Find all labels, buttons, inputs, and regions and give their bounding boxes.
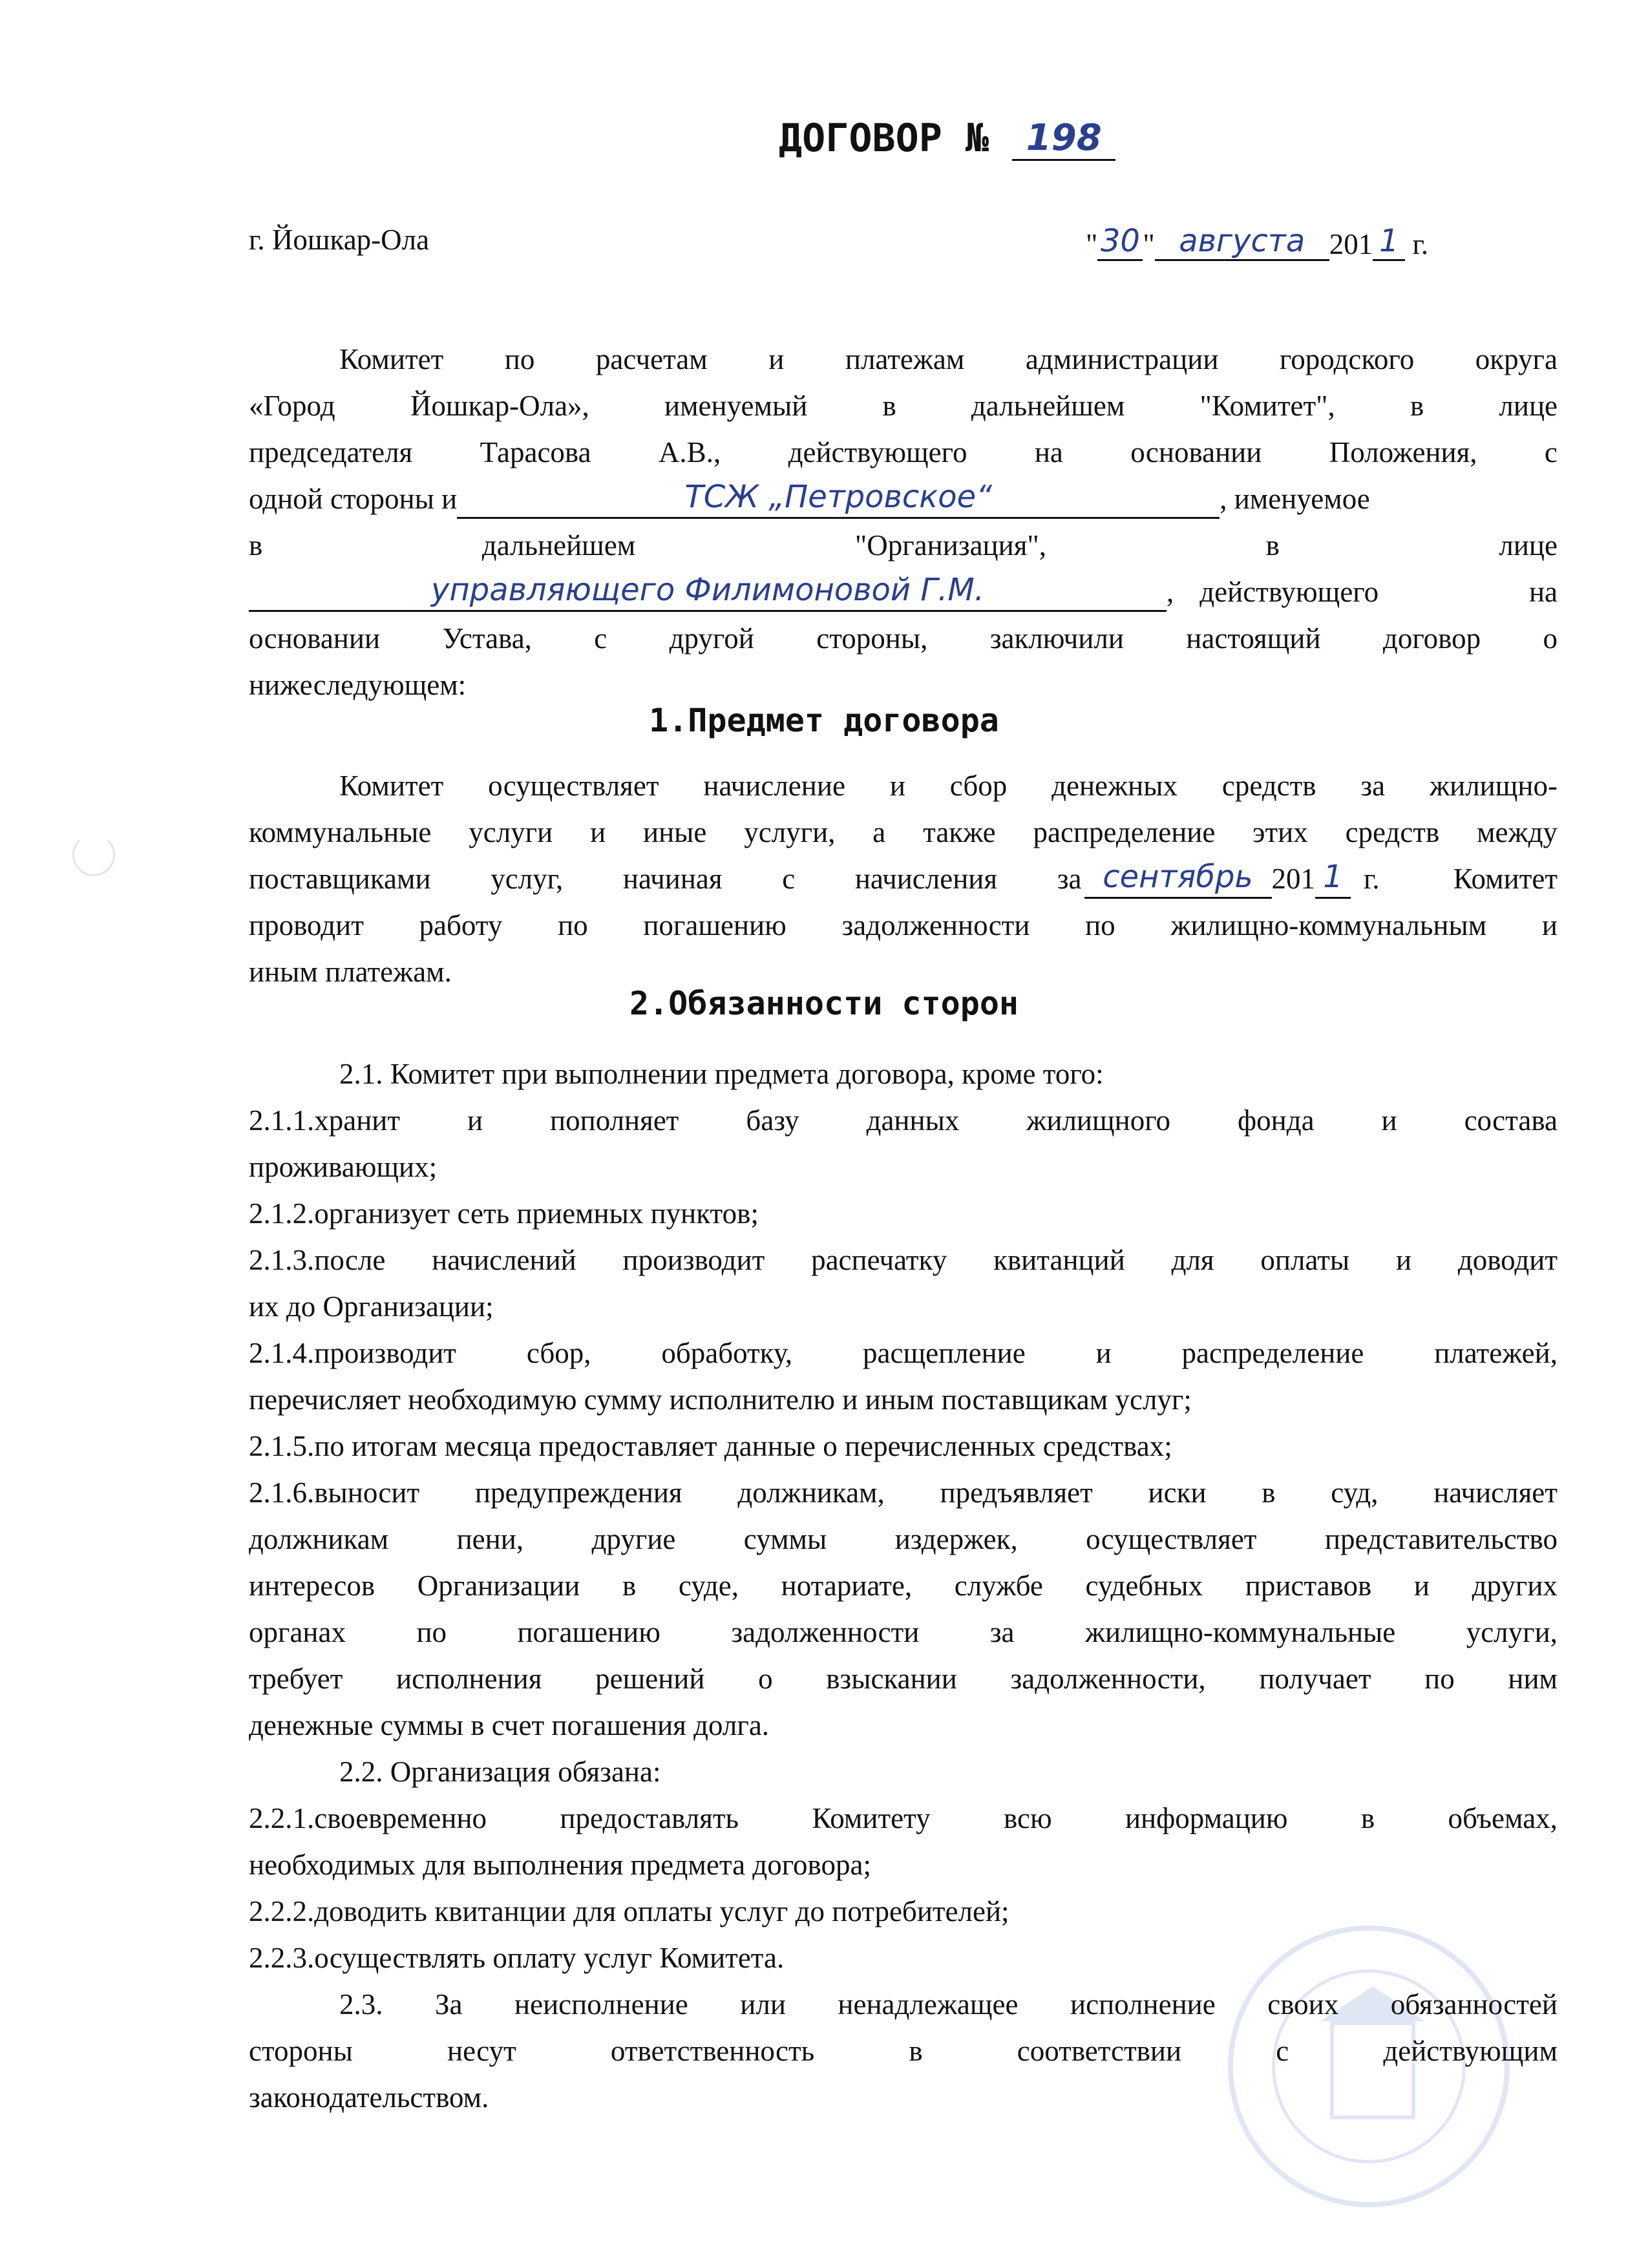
word: дальнейшем	[481, 529, 636, 562]
word: «Город	[249, 390, 335, 422]
clause-2-1-3-line-1	[249, 1240, 1558, 1280]
word: состава	[1464, 1104, 1558, 1137]
word: платежей,	[1434, 1337, 1558, 1369]
clause-2-1-6-line-6: денежные суммы в счет погашения долга.	[249, 1709, 770, 1741]
clause-2-1-4-line-1	[249, 1333, 1558, 1373]
word: пени,	[456, 1523, 524, 1555]
word: суммы	[743, 1523, 827, 1555]
word: Йошкар-Ола»,	[410, 390, 589, 422]
word: администрации	[1025, 343, 1219, 375]
word: услуги,	[1466, 1616, 1558, 1648]
word: Устава,	[442, 622, 532, 655]
word: с	[782, 863, 796, 895]
word: "Организация",	[854, 529, 1047, 562]
word: в	[1360, 1802, 1375, 1834]
word: в	[249, 529, 263, 562]
word: платежам	[845, 343, 965, 375]
word: стороны	[249, 2035, 353, 2067]
word: за	[989, 1616, 1015, 1648]
clause-2-1: 2.1. Комитет при выполнении предмета договора, кроме того:	[339, 1058, 1104, 1090]
word: и	[1381, 1104, 1397, 1137]
word: начисляет	[1433, 1476, 1558, 1509]
organization-name: ТСЖ „Петровское“	[684, 479, 992, 515]
word: обязанностей	[1390, 1988, 1558, 2021]
word: в	[622, 1570, 637, 1602]
word: информацию	[1125, 1802, 1288, 1834]
clause-2-1-6-line-5	[249, 1659, 1558, 1699]
word: в	[1410, 390, 1424, 422]
word: за	[1360, 770, 1386, 802]
title-text: ДОГОВОР №	[779, 116, 989, 161]
clause-2-1-1-line-2: проживающих;	[249, 1151, 438, 1183]
word: требует	[249, 1663, 343, 1695]
word: с	[1544, 436, 1558, 468]
word: задолженности,	[1010, 1663, 1206, 1695]
word: с	[594, 622, 607, 655]
word: неисполнение	[514, 1988, 688, 2021]
word: округа	[1475, 343, 1558, 375]
clause-2-3-line-1	[339, 1984, 1558, 2024]
word: лице	[1499, 529, 1558, 562]
word: по	[558, 909, 588, 941]
word: данных	[866, 1104, 960, 1137]
word: жилищно-коммунальные	[1084, 1616, 1396, 1648]
word: также	[923, 816, 996, 848]
word: должникам,	[737, 1476, 885, 1509]
word: и	[1413, 1570, 1430, 1602]
word: услуги,	[744, 816, 836, 848]
clause-2-3-line-2	[249, 2031, 1558, 2071]
word: решений	[595, 1663, 705, 1695]
word: начислений	[432, 1244, 576, 1276]
word: осуществляет	[488, 770, 659, 802]
clause-2-1-6-line-1	[249, 1473, 1558, 1513]
city: г. Йошкар-Ола	[249, 224, 430, 256]
section-1-heading: 1.Предмет договора	[649, 702, 999, 739]
word: расщепление	[863, 1337, 1026, 1369]
word: основании	[249, 622, 381, 655]
word: распределение	[1181, 1337, 1364, 1369]
word: объемах,	[1448, 1802, 1558, 1834]
preamble-line-7	[249, 618, 1558, 658]
word: по	[1424, 1663, 1455, 1695]
word: ненадлежащее	[838, 1988, 1019, 2021]
clause-2-1-5: 2.1.5.по итогам месяца предоставляет данные о перечисленных средствах;	[249, 1430, 1172, 1462]
word: основании	[1130, 436, 1262, 468]
word: взыскании	[826, 1663, 957, 1695]
representative-blank	[249, 574, 1167, 612]
word: с	[1276, 2035, 1289, 2067]
word: для	[1171, 1244, 1214, 1276]
word: пополняет	[550, 1104, 679, 1137]
word: других	[1472, 1570, 1558, 1602]
word: приставов	[1245, 1570, 1372, 1602]
preamble-line-3	[249, 432, 1558, 472]
word: предупреждения	[474, 1476, 682, 1509]
word: проводит	[249, 909, 364, 941]
word: услуги	[469, 816, 553, 848]
word: погашению	[643, 909, 787, 941]
word: Организации	[417, 1570, 580, 1602]
section-1-line-1	[339, 766, 1558, 806]
word: этих	[1252, 816, 1308, 848]
word: дальнейшем	[971, 390, 1125, 422]
preamble-line-5	[249, 525, 1558, 565]
word: Тарасова	[480, 436, 591, 468]
word: иски	[1148, 1476, 1207, 1509]
section-1-line-3: поставщиками услуг, начиная с начисления за сентябрь 201 1 г. Комитет	[249, 859, 1558, 899]
word: и	[889, 770, 905, 802]
word: интересов	[249, 1570, 375, 1602]
clause-2-2-1-line-2: необходимых для выполнения предмета договора;	[249, 1849, 871, 1881]
word: суд,	[1331, 1476, 1379, 1509]
word: Комитет	[339, 770, 444, 802]
word: другой	[669, 622, 754, 655]
word: и	[768, 343, 785, 375]
start-year-digit: 1	[1323, 859, 1343, 895]
word: нотариате,	[781, 1570, 913, 1602]
word: За	[435, 1988, 463, 2021]
word: получает	[1259, 1663, 1371, 1695]
word: и	[590, 816, 606, 848]
word: Положения,	[1329, 436, 1477, 468]
clause-2-2: 2.2. Организация обязана:	[339, 1756, 661, 1788]
word: службе	[954, 1570, 1043, 1602]
word: своих	[1267, 1988, 1339, 2021]
word: о	[1543, 622, 1558, 655]
word: оплаты	[1260, 1244, 1350, 1276]
clause-2-1-6-line-2	[249, 1519, 1558, 1559]
word: 2.1.6.выносит	[249, 1476, 420, 1509]
word: жилищного	[1026, 1104, 1171, 1137]
word: фонда	[1238, 1104, 1315, 1137]
word: Комитет	[339, 343, 444, 375]
preamble-line-1	[339, 339, 1558, 379]
clause-2-3-line-3: законодательством.	[249, 2081, 489, 2114]
word: начиная	[622, 863, 723, 895]
contract-number-blank	[1012, 115, 1115, 161]
word: 2.1.4.производит	[249, 1337, 456, 1369]
contract-date: " 30 " августа 201 1 г.	[1086, 223, 1429, 260]
word: должникам	[249, 1523, 389, 1555]
word: заключили	[989, 622, 1124, 655]
start-month: сентябрь	[1103, 859, 1253, 895]
date-year-digit: 1	[1379, 223, 1399, 259]
word: предъявляет	[940, 1476, 1093, 1509]
word: и	[1541, 909, 1558, 941]
section-1-line-4	[249, 905, 1558, 945]
clause-2-1-1-line-1	[249, 1100, 1558, 1140]
word: по	[416, 1616, 447, 1648]
word: сбор,	[526, 1337, 591, 1369]
clause-2-2-3: 2.2.3.осуществлять оплату услуг Комитета.	[249, 1942, 785, 1974]
word: или	[740, 1988, 786, 2021]
word: средств	[1345, 816, 1440, 848]
date-day: 30	[1100, 223, 1140, 259]
word: коммунальные	[249, 816, 432, 848]
word: несут	[447, 2035, 516, 2067]
word: суде,	[678, 1570, 739, 1602]
representative-name: управляющего Филимоновой Г.М.	[430, 572, 984, 608]
word: в	[882, 390, 896, 422]
word: 2.2.1.своевременно	[249, 1802, 487, 1834]
section-1-line-5: иным платежам.	[249, 956, 452, 988]
word: предоставлять	[560, 1802, 739, 1834]
word: органах	[249, 1616, 346, 1648]
word: г.	[1364, 863, 1380, 895]
word: ответственность	[610, 2035, 815, 2067]
word: распечатку	[811, 1244, 947, 1276]
word: денежных	[1051, 770, 1178, 802]
word: обработку,	[661, 1337, 793, 1369]
section-2-heading: 2.Обязанности сторон	[629, 985, 1019, 1022]
preamble-line-8: нижеследующем:	[249, 669, 467, 701]
start-month-blank	[1084, 861, 1272, 899]
word: председателя	[249, 436, 413, 468]
word: распределение	[1033, 816, 1216, 848]
word: базу	[746, 1104, 799, 1137]
word: погашению	[517, 1616, 660, 1648]
word: на	[1528, 576, 1558, 608]
word: задолженности	[731, 1616, 920, 1648]
word: задолженности	[841, 909, 1030, 941]
word: услуг,	[491, 863, 564, 895]
word: в	[1262, 1476, 1276, 1509]
word: исполнения	[396, 1663, 542, 1695]
word: соответствии	[1017, 2035, 1182, 2067]
word: настоящий	[1186, 622, 1321, 655]
word: по	[1085, 909, 1115, 941]
word: иные	[643, 816, 707, 848]
word: на	[1034, 436, 1063, 468]
word: "Комитет",	[1199, 390, 1335, 422]
clause-2-1-6-line-3	[249, 1566, 1558, 1606]
word: лице	[1499, 390, 1558, 422]
word: 2.1.1.хранит	[249, 1104, 401, 1137]
clause-2-2-1-line-1	[249, 1798, 1558, 1838]
clause-2-1-2: 2.1.2.организует сеть приемных пунктов;	[249, 1197, 759, 1230]
clause-2-1-4-line-2: перечисляет необходимую сумму исполнителю и иным поставщикам услуг;	[249, 1383, 1192, 1416]
word: 2.3.	[339, 1988, 383, 2021]
word: квитанций	[993, 1244, 1125, 1276]
document-title	[779, 115, 1115, 161]
word: а	[872, 816, 886, 848]
word: сбор	[949, 770, 1008, 802]
preamble-line-4: одной стороны и ТСЖ „Петровское“ , именуемое	[249, 479, 1370, 519]
word: исполнение	[1070, 1988, 1216, 2021]
word: всю	[1003, 1802, 1052, 1834]
date-month: августа	[1179, 223, 1305, 259]
word: Комитету	[812, 1802, 931, 1834]
word: А.В.,	[658, 436, 721, 468]
word: начисление	[703, 770, 845, 802]
word: производит	[622, 1244, 765, 1276]
word: действующего	[788, 436, 967, 468]
word: по	[504, 343, 535, 375]
word: Комитет	[1453, 863, 1558, 895]
clause-2-1-3-line-2: их до Организации;	[249, 1290, 494, 1323]
word: начисления	[854, 863, 998, 895]
preamble-line-6: управляющего Филимоновой Г.М. , действующего на	[249, 572, 1558, 612]
word: о	[758, 1663, 773, 1695]
word: и	[467, 1104, 483, 1137]
word: договор	[1382, 622, 1481, 655]
word: городского	[1279, 343, 1415, 375]
word: жилищно-	[1430, 770, 1558, 802]
word: и	[1395, 1244, 1412, 1276]
word: стороны,	[816, 622, 928, 655]
word: доводит	[1457, 1244, 1558, 1276]
word: осуществляет	[1086, 1523, 1257, 1555]
word: издержек,	[894, 1523, 1018, 1555]
word: в	[1265, 529, 1280, 562]
word: поставщиками	[249, 863, 431, 895]
word: именуемый	[664, 390, 808, 422]
word: между	[1477, 816, 1558, 848]
clause-2-2-2: 2.2.2.доводить квитанции для оплаты услуг до потребителей;	[249, 1895, 1009, 1927]
word: действующего	[1199, 576, 1379, 608]
clause-2-1-6-line-4	[249, 1612, 1558, 1652]
word: судебных	[1085, 1570, 1203, 1602]
word: представительство	[1324, 1523, 1558, 1555]
word: средств	[1221, 770, 1316, 802]
contract-number: 198	[1026, 117, 1102, 159]
word: за	[1057, 863, 1082, 895]
hole-punch-mark	[72, 834, 115, 876]
word: работу	[419, 909, 503, 941]
word: 2.1.3.после	[249, 1244, 386, 1276]
word: действующим	[1383, 2035, 1558, 2067]
word: другие	[591, 1523, 676, 1555]
word: ним	[1508, 1663, 1558, 1695]
word: расчетам	[595, 343, 708, 375]
organization-blank	[457, 481, 1220, 519]
word: и	[1095, 1337, 1112, 1369]
preamble-line-2	[249, 386, 1558, 426]
word: жилищно-коммунальным	[1170, 909, 1487, 941]
word: в	[909, 2035, 923, 2067]
section-1-line-2	[249, 812, 1558, 852]
